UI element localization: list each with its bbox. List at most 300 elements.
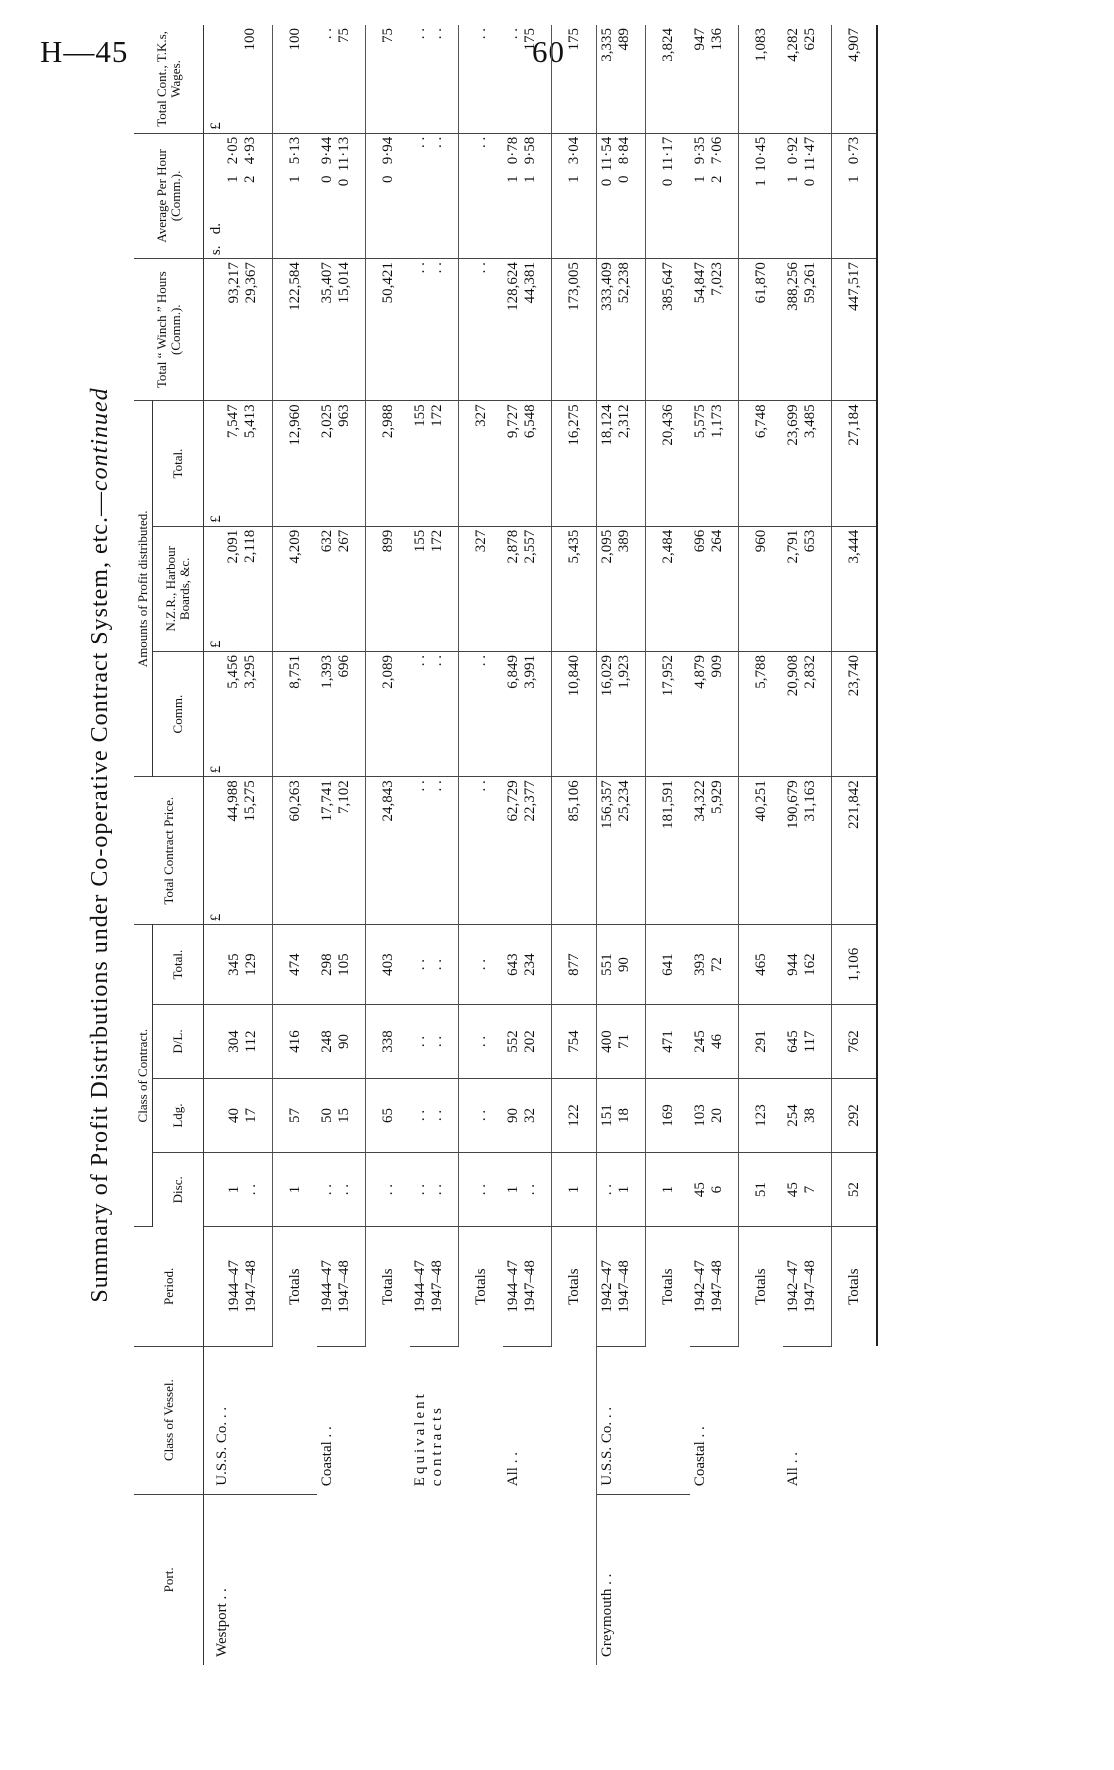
nzr-value: 2,484 <box>659 529 676 564</box>
contract-price-value: 17,741 7,102 <box>319 780 352 822</box>
profit-total-cell <box>552 401 597 526</box>
average-per-hour-value: 1 0·92 0 11·47 <box>785 136 818 187</box>
winch-hours-value: 388,256 59,261 <box>785 262 818 311</box>
winch-hours-cell <box>204 259 273 401</box>
dl-value: 245 46 <box>692 1030 725 1053</box>
comm-value: 23,740 <box>845 654 862 697</box>
disc-cell <box>597 1153 646 1227</box>
comm-value: 17,952 <box>659 654 676 697</box>
comm-value: 6,849 3,991 <box>505 654 538 689</box>
contract-price-cell <box>832 777 878 925</box>
total-cont-value: . . <box>472 28 489 40</box>
average-per-hour-value: 1 10·45 <box>752 136 769 187</box>
disc-value: . . 1 <box>599 1183 632 1196</box>
nzr-value: 960 <box>752 529 769 553</box>
header-nzr-harbour-boards: N.Z.R., Harbour Boards, &c. <box>153 526 204 651</box>
average-per-hour-cell <box>597 133 646 258</box>
contract-total-value: 403 <box>379 953 396 976</box>
contract-price-cell <box>317 777 366 925</box>
winch-hours-value: 173,005 <box>565 262 582 311</box>
header-dl: D/L. <box>153 1005 204 1079</box>
nzr-cell <box>410 526 459 651</box>
disc-value: 1 <box>565 1185 582 1194</box>
comm-value: . . <box>472 654 489 667</box>
contract-total-cell <box>410 925 459 1005</box>
contract-total-cell <box>459 925 504 1005</box>
nzr-value: 327 <box>472 529 489 553</box>
contract-price-cell <box>204 777 273 925</box>
comm-value: 5,788 <box>752 654 769 689</box>
dl-cell <box>273 1005 318 1079</box>
dl-cell <box>410 1005 459 1079</box>
disc-cell <box>739 1153 784 1227</box>
winch-hours-value: 333,409 52,238 <box>599 262 632 311</box>
winch-hours-cell <box>690 259 739 401</box>
winch-hours-cell <box>459 259 504 401</box>
dl-cell <box>597 1005 646 1079</box>
comm-value: . . . . <box>412 654 445 667</box>
dl-cell <box>552 1005 597 1079</box>
profit-total-cell <box>597 401 646 526</box>
winch-hours-value: 128,624 44,381 <box>505 262 538 311</box>
winch-hours-value: 122,584 <box>286 262 303 311</box>
comm-value: 10,840 <box>565 654 582 697</box>
dl-value: 338 <box>379 1030 396 1053</box>
average-per-hour-cell <box>690 133 739 258</box>
header-class-of-vessel: Class of Vessel. <box>134 1346 204 1494</box>
ldg-cell <box>646 1079 691 1153</box>
comm-cell <box>783 651 832 776</box>
disc-value: 1 . . <box>226 1183 259 1196</box>
dl-value: 552 202 <box>505 1030 538 1053</box>
winch-hours-value: 385,647 <box>659 262 676 311</box>
disc-cell <box>204 1153 273 1227</box>
dl-value: 248 90 <box>319 1030 352 1053</box>
contract-total-cell <box>646 925 691 1005</box>
winch-hours-cell <box>739 259 784 401</box>
profit-total-cell <box>273 401 318 526</box>
pound-unit-label: £ <box>208 913 224 922</box>
table-row <box>783 25 832 1665</box>
header-port: Port. <box>134 1494 204 1665</box>
winch-hours-cell <box>832 259 878 401</box>
contract-price-value: 40,251 <box>752 780 769 822</box>
nzr-value: 2,878 2,557 <box>505 529 538 564</box>
contract-price-value: 44,988 15,275 <box>225 780 258 822</box>
period-cell: Totals <box>739 1227 784 1347</box>
total-cont-value: 1,083 <box>752 28 769 62</box>
contract-total-value: 345 129 <box>226 953 259 976</box>
total-cont-cell <box>597 25 646 133</box>
nzr-cell <box>832 526 878 651</box>
nzr-cell <box>317 526 366 651</box>
dl-value: 645 117 <box>785 1030 818 1053</box>
total-cont-value: . . 75 <box>319 28 352 43</box>
contract-price-cell <box>552 777 597 925</box>
contract-total-cell <box>832 925 878 1005</box>
disc-value: 45 7 <box>785 1182 818 1198</box>
profit-total-value: 9,727 6,548 <box>505 404 538 439</box>
profit-total-value: 6,748 <box>752 404 769 439</box>
winch-hours-cell <box>273 259 318 401</box>
profit-total-value: 23,699 3,485 <box>785 404 818 446</box>
period-cell: Totals <box>646 1227 691 1347</box>
period-cell: 1944–47 1947–48 <box>503 1227 552 1347</box>
profit-total-value: 16,275 <box>565 404 582 446</box>
comm-value: 8,751 <box>286 654 303 689</box>
contract-price-cell <box>459 777 504 925</box>
winch-hours-cell <box>597 259 646 401</box>
total-cont-cell <box>317 25 366 133</box>
dl-value: 400 71 <box>599 1030 632 1053</box>
winch-hours-cell <box>410 259 459 401</box>
disc-cell <box>783 1153 832 1227</box>
total-cont-cell <box>273 25 318 133</box>
table-row <box>503 25 552 1665</box>
contract-price-value: 34,322 5,929 <box>692 780 725 822</box>
total-cont-cell <box>739 25 784 133</box>
disc-value: 1 <box>659 1185 676 1194</box>
disc-cell <box>317 1153 366 1227</box>
contract-price-value: 221,842 <box>845 780 862 829</box>
total-cont-value: 100 <box>286 28 303 51</box>
nzr-cell <box>783 526 832 651</box>
comm-value: 4,879 909 <box>692 654 725 689</box>
average-per-hour-cell <box>646 133 691 258</box>
comm-cell <box>204 651 273 776</box>
contract-total-cell <box>552 925 597 1005</box>
total-cont-cell <box>690 25 739 133</box>
header-total-cont-wages: Total Cont., T.K.s, Wages. <box>134 25 204 133</box>
disc-cell <box>690 1153 739 1227</box>
comm-cell <box>366 651 411 776</box>
nzr-cell <box>273 526 318 651</box>
dl-value: . . . . <box>412 1035 445 1048</box>
nzr-cell <box>366 526 411 651</box>
nzr-cell <box>204 526 273 651</box>
ldg-cell <box>783 1079 832 1153</box>
vessel-class-cell: Coastal . . <box>319 1426 335 1487</box>
contract-total-cell <box>597 925 646 1005</box>
winch-hours-cell <box>783 259 832 401</box>
contract-price-cell <box>597 777 646 925</box>
average-per-hour-cell <box>552 133 597 258</box>
disc-value: 51 <box>752 1182 769 1198</box>
comm-value: 2,089 <box>379 654 396 689</box>
dl-value: 754 <box>565 1030 582 1053</box>
contract-total-value: 551 90 <box>599 953 632 976</box>
average-per-hour-cell <box>366 133 411 258</box>
profit-total-cell <box>690 401 739 526</box>
nzr-value: 2,095 389 <box>599 529 632 564</box>
disc-cell <box>366 1153 411 1227</box>
nzr-cell <box>459 526 504 651</box>
table-title <box>78 25 122 1665</box>
average-per-hour-cell <box>317 133 366 258</box>
header-class-of-contract: Class of Contract. <box>134 925 153 1227</box>
table-row <box>204 25 273 1665</box>
disc-cell <box>832 1153 878 1227</box>
profit-total-cell <box>646 401 691 526</box>
table-row <box>690 25 739 1665</box>
nzr-value: 4,209 <box>286 529 303 564</box>
nzr-value: 2,091 2,118 <box>225 529 258 564</box>
total-cont-value: 3,335 489 <box>599 28 632 62</box>
header-row-top <box>134 25 153 1665</box>
header-profit-total: Total. <box>153 401 204 526</box>
winch-hours-cell <box>503 259 552 401</box>
dl-value: 304 112 <box>226 1030 259 1053</box>
contract-price-cell <box>690 777 739 925</box>
winch-hours-cell <box>317 259 366 401</box>
header-contract-total: Total. <box>153 925 204 1005</box>
winch-hours-cell <box>646 259 691 401</box>
profit-total-cell <box>783 401 832 526</box>
disc-value: . . <box>379 1183 396 1196</box>
total-cont-value: 175 <box>565 28 582 51</box>
dl-cell <box>317 1005 366 1079</box>
contract-total-value: 944 162 <box>785 953 818 976</box>
total-cont-cell <box>503 25 552 133</box>
disc-cell <box>273 1153 318 1227</box>
ldg-cell <box>459 1079 504 1153</box>
contract-total-value: . . . . <box>412 959 445 971</box>
nzr-cell <box>690 526 739 651</box>
winch-hours-value: . . <box>472 262 489 274</box>
contract-total-cell <box>204 925 273 1005</box>
nzr-value: 3,444 <box>845 529 862 564</box>
average-per-hour-value: 1 2·05 2 4·93 <box>225 136 258 184</box>
contract-total-value: 643 234 <box>505 953 538 976</box>
total-cont-value: 4,907 <box>845 28 862 62</box>
nzr-value: 2,791 653 <box>785 529 818 564</box>
dl-cell <box>503 1005 552 1079</box>
average-per-hour-cell <box>204 133 273 258</box>
average-per-hour-value: . . . . <box>412 136 445 149</box>
winch-hours-value: 61,870 <box>752 262 769 304</box>
disc-value: 52 <box>845 1182 862 1198</box>
contract-total-value: 393 72 <box>692 953 725 976</box>
profit-total-cell <box>204 401 273 526</box>
pound-unit-label: £ <box>208 515 224 523</box>
contract-total-value: 877 <box>565 953 582 976</box>
vessel-class-cell: Coastal . . <box>692 1426 708 1487</box>
ldg-value: . . . . <box>412 1109 445 1122</box>
winch-hours-value: 35,407 15,014 <box>319 262 352 304</box>
nzr-cell <box>646 526 691 651</box>
dl-value: . . <box>472 1035 489 1048</box>
contract-total-cell <box>503 925 552 1005</box>
average-per-hour-cell <box>410 133 459 258</box>
header-disc: Disc. <box>153 1153 204 1227</box>
period-cell: 1942–47 1947–48 <box>597 1227 646 1347</box>
contract-price-value: 156,357 25,234 <box>599 780 632 829</box>
disc-value: 45 6 <box>692 1182 725 1198</box>
contract-total-value: 298 105 <box>319 953 352 976</box>
contract-price-value: 181,591 <box>659 780 676 829</box>
contract-total-value: 474 <box>286 953 303 976</box>
header-amounts-of-profit: Amounts of Profit distributed. <box>134 401 153 777</box>
header-ldg: Ldg. <box>153 1079 204 1153</box>
ldg-cell <box>690 1079 739 1153</box>
average-per-hour-cell <box>503 133 552 258</box>
ldg-value: 169 <box>659 1104 676 1127</box>
ldg-cell <box>273 1079 318 1153</box>
contract-price-value: 85,106 <box>565 780 582 822</box>
comm-cell <box>646 651 691 776</box>
profit-total-cell <box>832 401 878 526</box>
contract-price-value: 60,263 <box>286 780 303 822</box>
profit-total-cell <box>459 401 504 526</box>
dl-cell <box>739 1005 784 1079</box>
port-greymouth: Greymouth . . <box>597 1494 878 1665</box>
profit-total-cell <box>739 401 784 526</box>
vessel-class-cell: U.S.S. Co. . . <box>597 1346 691 1494</box>
average-per-hour-value: 1 0·73 <box>845 136 862 184</box>
ldg-value: 90 32 <box>505 1108 538 1124</box>
average-per-hour-cell <box>459 133 504 258</box>
ldg-value: 50 15 <box>319 1108 352 1124</box>
average-per-hour-cell <box>832 133 878 258</box>
disc-cell <box>410 1153 459 1227</box>
comm-cell <box>832 651 878 776</box>
pound-unit-label: £ <box>208 640 224 648</box>
nzr-cell <box>503 526 552 651</box>
contract-total-cell <box>783 925 832 1005</box>
dl-value: 416 <box>286 1030 303 1053</box>
ldg-cell <box>204 1079 273 1153</box>
nzr-cell <box>597 526 646 651</box>
total-cont-value: . . . . <box>412 28 445 40</box>
total-cont-cell <box>552 25 597 133</box>
total-cont-cell <box>204 25 273 133</box>
average-per-hour-cell <box>783 133 832 258</box>
profit-total-value: 20,436 <box>659 404 676 446</box>
contract-price-cell <box>646 777 691 925</box>
dl-cell <box>783 1005 832 1079</box>
dl-cell <box>204 1005 273 1079</box>
ldg-value: 40 17 <box>226 1108 259 1124</box>
header-winch-hours: Total “ Winch ” Hours (Comm.). <box>134 259 204 401</box>
nzr-value: 899 <box>379 529 396 553</box>
contract-total-cell <box>366 925 411 1005</box>
period-cell: 1944–47 1947–48 <box>204 1227 273 1347</box>
average-per-hour-value: 0 11·54 0 8·84 <box>599 136 632 187</box>
contract-price-cell <box>410 777 459 925</box>
ldg-value: 292 <box>845 1104 862 1127</box>
profit-total-value: 7,547 5,413 <box>225 404 258 439</box>
contract-price-value: 190,679 31,163 <box>785 780 818 829</box>
ldg-value: . . <box>472 1109 489 1122</box>
disc-value: . . . . <box>412 1183 445 1196</box>
profit-total-value: 18,124 2,312 <box>599 404 632 446</box>
ldg-cell <box>317 1079 366 1153</box>
contract-total-cell <box>273 925 318 1005</box>
header-average-per-hour: Average Per Hour (Comm.). <box>134 133 204 258</box>
winch-hours-cell <box>552 259 597 401</box>
shillings-pence-unit-label: s. d. <box>208 222 224 256</box>
disc-cell <box>459 1153 504 1227</box>
contract-price-value: 62,729 22,377 <box>505 780 538 822</box>
comm-cell <box>503 651 552 776</box>
winch-hours-value: 54,847 7,023 <box>692 262 725 304</box>
average-per-hour-value: 0 9·44 0 11·13 <box>319 136 352 187</box>
period-cell: 1944–47 1947–48 <box>317 1227 366 1347</box>
period-cell: 1944–47 1947–48 <box>410 1227 459 1347</box>
nzr-cell <box>552 526 597 651</box>
period-cell: Totals <box>459 1227 504 1347</box>
vessel-class-cell: All . . <box>505 1452 521 1487</box>
disc-cell <box>646 1153 691 1227</box>
comm-value: 1,393 696 <box>319 654 352 689</box>
contract-price-value: . . . . <box>412 780 445 792</box>
ldg-value: 123 <box>752 1104 769 1127</box>
comm-cell <box>410 651 459 776</box>
table-title-main: Summary of Profit Distributions under Co-operative Contract System, etc.— <box>87 491 113 1303</box>
contract-price-value: . . <box>472 780 489 792</box>
profit-total-cell <box>410 401 459 526</box>
contract-price-cell <box>783 777 832 925</box>
total-cont-cell <box>366 25 411 133</box>
period-cell: Totals <box>832 1227 878 1347</box>
comm-cell <box>552 651 597 776</box>
comm-cell <box>317 651 366 776</box>
nzr-value: 632 267 <box>319 529 352 553</box>
contract-price-cell <box>503 777 552 925</box>
total-cont-value: 75 <box>379 28 396 43</box>
header-comm: Comm. <box>153 651 204 776</box>
comm-value: 16,029 1,923 <box>599 654 632 697</box>
nzr-value: 155 172 <box>412 529 445 553</box>
nzr-value: 696 264 <box>692 529 725 553</box>
disc-value: 1 . . <box>505 1183 538 1196</box>
total-cont-value: 3,824 <box>659 28 676 62</box>
comm-cell <box>597 651 646 776</box>
document-code: H—45 <box>40 34 129 69</box>
contract-total-cell <box>690 925 739 1005</box>
ldg-cell <box>552 1079 597 1153</box>
contract-price-cell <box>366 777 411 925</box>
ldg-value: 151 18 <box>599 1104 632 1127</box>
total-cont-cell <box>410 25 459 133</box>
ldg-cell <box>503 1079 552 1153</box>
table-row <box>597 25 646 1665</box>
profit-total-value: 327 <box>472 404 489 427</box>
contract-price-cell <box>273 777 318 925</box>
profit-distribution-table <box>134 25 878 1665</box>
average-per-hour-value: . . <box>472 136 489 149</box>
profit-total-value: 5,575 1,173 <box>692 404 725 439</box>
contract-price-cell <box>739 777 784 925</box>
nzr-cell <box>739 526 784 651</box>
profit-total-value: 2,025 963 <box>319 404 352 439</box>
ldg-value: 122 <box>565 1104 582 1127</box>
dl-value: 762 <box>845 1030 862 1053</box>
average-per-hour-value: 1 3·04 <box>565 136 582 184</box>
average-per-hour-value: 0 9·94 <box>379 136 396 184</box>
table-row <box>317 25 366 1665</box>
winch-hours-value: 93,217 29,367 <box>226 262 259 304</box>
total-cont-cell <box>783 25 832 133</box>
contract-total-value: 641 <box>659 953 676 976</box>
disc-value: . . <box>472 1183 489 1196</box>
contract-total-cell <box>739 925 784 1005</box>
dl-value: 471 <box>659 1030 676 1053</box>
total-cont-cell <box>646 25 691 133</box>
ldg-value: 103 20 <box>692 1104 725 1127</box>
contract-price-value: 24,843 <box>379 780 396 822</box>
average-per-hour-value: 0 11·17 <box>659 136 676 187</box>
